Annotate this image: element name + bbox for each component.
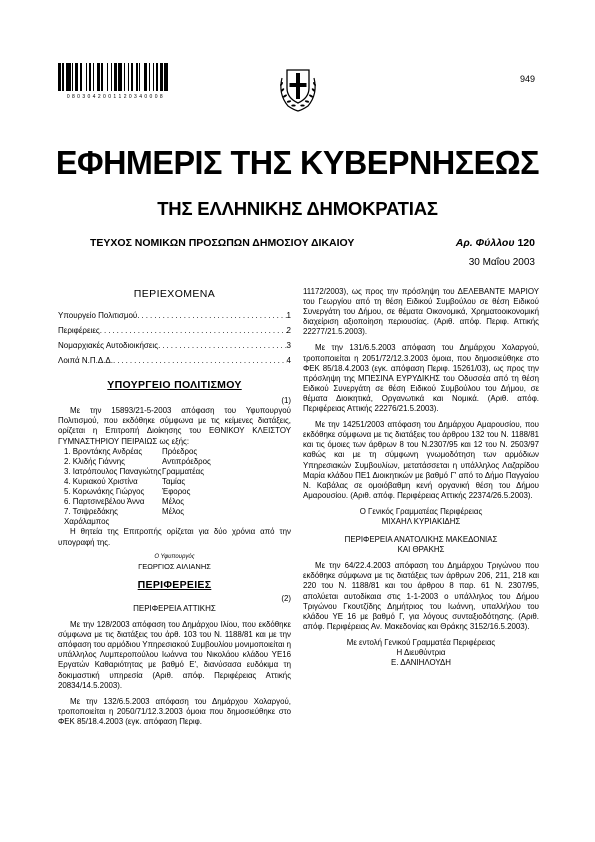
list-item: 7. Τσιψρεδάκης Χαράλαμπος Μέλος xyxy=(64,507,185,527)
toc-list xyxy=(58,308,291,368)
list-item: 6. Παρτσινεβέλου Άννα Μέλος xyxy=(64,497,185,507)
signer-name: ΜΙΧΑΗΛ ΚΥΡΙΑΚΙΔΗΣ xyxy=(381,516,461,526)
region-paragraph: Με την 131/6.5.2003 απόφαση του Δημάρχου Χολαργού, τροποποιείται η 2051/72/12.3.2003 όμοια, που δημοσιεύθηκε στο ΦΕΚ 85/18.4.2003 (εγκ. απόφαση Περιφ. 15261/03), ως προς την πρόσληψη της ΜΠΕΣΙΝΑ ΕΥΡΥΔΙΚΗΣ του Οδυσσέα από τη θέση Ειδικού Συνεργάτη σε θέση Ειδικού Συμβούλου του Δήμου, σε θέματα Διοικητικά, Οργανωτικά και Νομικά. (Αριθ. απόφ. Περιφέρειας Αττικής 22276/21.5.2003). xyxy=(303,343,539,414)
region-subheading: ΠΕΡΙΦΕΡΕΙΑ ΑΝΑΤΟΛΙΚΗΣ ΜΑΚΕΔΟΝΙΑΣ xyxy=(344,535,498,545)
toc-heading: ΠΕΡΙΕΧΟΜΕΝΑ xyxy=(133,288,216,300)
issue-date: 30 Μαΐου 2003 xyxy=(468,257,535,268)
region-subheading: ΠΕΡΙΦΕΡΕΙΑ ΑΤΤΙΚΗΣ xyxy=(133,603,216,613)
region-paragraph: Με την 64/22.4.2003 απόφαση του Δημάρχου Τριγώνου που εκδόθηκε σύμφωνα με τις διατάξεις των άρθρων 206, 211, 218 και 220 του Ν. 1188/81 και του άρθρου 8 παρ. 61 Ν. 2307/95, απολύεται αυτοδίκαια στις 1-1-2003 ο υπάλληλος του Δήμου Τριγώνου Γκουτζίδης Δημήτριος του Ιωάννη, υπαλλήλου του κλάδου ΥΕ 16 με βαθμό Γ, για λόγους συνταξιοδότησης. (Αριθ. απόφ. Περιφέρειας Αν. Μακεδονίας και Θράκης 3152/16.5.2003). xyxy=(303,561,539,631)
list-item: 4. Κυριακού Χριστίνα Ταμίας xyxy=(64,476,186,486)
item-number: (2) xyxy=(281,593,291,603)
region-subheading: ΚΑΙ ΘΡΑΚΗΣ xyxy=(397,545,445,555)
continued-paragraph: 11172/2003), ως προς την πρόσληψη του ΔΕΛΕΒΑΝΤΕ ΜΑΡΙΟΥ του Γεωργίου από τη θέση Ειδικού Συμβούλου σε θέση Ειδικού Συνεργάτη του Δήμου, σε θέματα Οικονομικά, Χρηματοοικονομική διαχείριση αξιοποίηση περιουσίας. (Αριθ. απόφ. Περιφ. Αττικής 22277/21.5.2003). xyxy=(303,287,539,337)
list-item: 5. Κορωνάκης Γιώργος Έφορος xyxy=(64,487,191,497)
right-column xyxy=(303,287,539,668)
toc-item[interactable]: Λοιπά Ν.Π.Δ.Δ. ..... 4 xyxy=(58,353,291,368)
list-item: 1. Βροντάκης Ανδρέας Πρόεδρος xyxy=(64,446,198,456)
region-paragraph: Με την 128/2003 απόφαση του Δημάρχου Ιλίου, που εκδόθηκε σύμφωνα με τις διατάξεις του άρθ. 103 του Ν. 1188/81 και με την απόφαση του αρμόδιου Υπηρεσιακού Συμβουλίου μονιμοποιείται η υπάλληλος Λυμπεροπούλου Ιωάννα του Νικολάου κλάδου ΥΕ16 Εργατών Καθαριότητας με βαθμό Ε', διανύσασα ευδόκιμα τη δοκιμαστική υπηρεσία (Αριθ. απόφ. Περιφέρειας Αττικής 20834/14.5.2003). xyxy=(58,620,292,690)
issue-row xyxy=(90,237,535,251)
signer-title: Ο Γενικός Γραμματέας Περιφέρειας xyxy=(359,506,483,516)
toc-item[interactable]: Περιφέρειες ..... 2 xyxy=(58,323,291,338)
gazette-title: ΕΦΗΜΕΡΙΣ ΤΗΣ ΚΥΒΕΡΝΗΣΕΩΣ xyxy=(55,144,540,181)
list-item: 2. Κλιδής Γιάννης Αντιπρόεδρος xyxy=(64,456,211,466)
ministry-heading: ΥΠΟΥΡΓΕΙΟ ΠΟΛΙΤΙΣΜΟΥ xyxy=(107,379,242,392)
greek-coat-of-arms-icon xyxy=(276,64,320,112)
toc-item[interactable]: Υπουργείο Πολιτισμού ..... 1 xyxy=(58,308,291,323)
signer-name: ΓΕΩΡΓΙΟΣ ΑΙΛΙΑΝΗΣ xyxy=(138,561,211,571)
ministry-paragraph: Με την 15893/21-5-2003 απόφαση του Υφυπουργού Πολιτισμού, που εκδόθηκε σύμφωνα με τις κείμενες διατάξεις, ορίζεται η Επιτροπή Διοίκησης του ΕΘΝΙΚΟΥ ΚΛΕΙΣΤΟΥ ΓΥΜΝΑΣΤΗΡΙΟΥ ΠΕΙΡΑΙΩΣ ως εξής: xyxy=(58,406,291,446)
regions-heading: ΠΕΡΙΦΕΡΕΙΕΣ xyxy=(137,578,212,591)
ministry-closing: Η θητεία της Επιτροπής ορίζεται για δύο χρόνια από την υπογραφή της. xyxy=(58,527,291,547)
sheet-label: Αρ. Φύλλου xyxy=(455,237,515,249)
barcode xyxy=(58,63,170,91)
signer-name: Ε. ΔΑΝΙΗΛΟΥΔΗ xyxy=(391,658,451,668)
issue-title: ΤΕΥΧΟΣ ΝΟΜΙΚΩΝ ΠΡΟΣΩΠΩΝ ΔΗΜΟΣΙΟΥ ΔΙΚΑΙΟΥ xyxy=(90,237,355,249)
region-paragraph: Με την 14251/2003 απόφαση του Δημάρχου Αμαρουσίου, που εκδόθηκε σύμφωνα με τις διατάξεις του άρθρου 132 του Ν. 1188/81 και τις όμοιες των άρθρων 8 του Ν.2307/95 και 12 του Ν. 2503/97 καθώς και με τη σύμφωνη γνωμοδότηση των αρμόδιων Υπηρεσιακών Συμβουλίων, μετατάσσεται η υπάλληλος Λαζαρίδου Μαρία κλάδου ΠΕ1 Διοικητικών με βαθμό Γ' από το Δήμο Παγγαίου Ν. Καβάλας σε ομοιόβαθμη κενή οργανική θέση του Δήμου Αμαρουσίου. (Αριθ. απόφ. Περιφέρειας Αττικής 22374/26.5.2003). xyxy=(303,420,539,500)
toc-item[interactable]: Νομαρχιακές Αυτοδιοικήσεις ..... 3 xyxy=(58,338,291,353)
region-paragraph: Με την 132/6.5.2003 απόφαση του Δημάρχου Χολαργού, τροποποιείται η 2050/71/12.3.2003 όμοια που δημοσιεύθηκε στο ΦΕΚ 85/18.4.2003 (εγκ. απόφαση Περιφ. xyxy=(58,696,291,726)
barcode-number: 0 8 0 3 0 4 2 0 0 1 1 2 0 3 4 0 0 0 8 xyxy=(66,94,164,100)
signer-role: Η Διευθύντρια xyxy=(396,648,446,657)
signer-title: Με εντολή Γενικού Γραμματέα Περιφέρειας xyxy=(346,637,496,647)
item-number: (1) xyxy=(281,396,291,406)
left-column xyxy=(58,287,291,727)
sheet-number xyxy=(456,237,535,249)
page-number: 949 xyxy=(519,74,535,84)
list-item: 3. Ιατρόπουλος Παναγιώτης Γραμματέας xyxy=(64,466,205,476)
gazette-subtitle: ΤΗΣ ΕΛΛΗΝΙΚΗΣ ΔΗΜΟΚΡΑΤΙΑΣ xyxy=(157,198,438,219)
committee-list xyxy=(58,447,291,528)
signer-title: Ο Υφυπουργός xyxy=(154,553,195,560)
sheet-number-value: 120 xyxy=(517,237,535,249)
